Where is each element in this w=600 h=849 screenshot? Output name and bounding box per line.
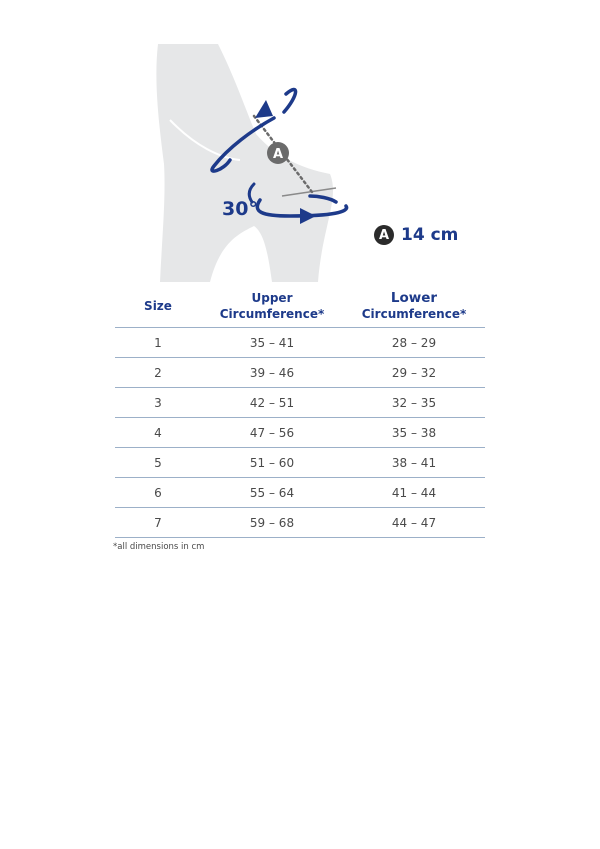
footnote: *all dimensions in cm: [113, 542, 205, 552]
table-row: [115, 448, 485, 478]
header-size: Size: [115, 284, 201, 328]
measurement-legend: [374, 225, 458, 245]
cell-size: 4: [115, 418, 201, 448]
cell-size: 2: [115, 358, 201, 388]
table-header-row: [115, 284, 485, 328]
cell-upper: 47 – 56: [201, 418, 343, 448]
header-upper-circumference: Upper Circumference*: [201, 284, 343, 328]
table-row: [115, 418, 485, 448]
cell-upper: 51 – 60: [201, 448, 343, 478]
cell-lower: 32 – 35: [343, 388, 485, 418]
cell-size: 1: [115, 328, 201, 358]
size-chart-table: [115, 284, 485, 538]
cell-size: 3: [115, 388, 201, 418]
cell-lower: 28 – 29: [343, 328, 485, 358]
angle-label: 30°: [222, 198, 258, 220]
cell-lower: 38 – 41: [343, 448, 485, 478]
legend-value: 14 cm: [401, 225, 459, 245]
cell-lower: 41 – 44: [343, 478, 485, 508]
marker-a-label: A: [272, 147, 284, 162]
cell-upper: 42 – 51: [201, 388, 343, 418]
knee-measurement-diagram: [140, 38, 480, 283]
cell-size: 6: [115, 478, 201, 508]
cell-size: 7: [115, 508, 201, 538]
leg-illustration: [140, 38, 480, 283]
cell-upper: 35 – 41: [201, 328, 343, 358]
upper-circumference-ring-arc: [284, 89, 296, 112]
table-row: [115, 358, 485, 388]
cell-lower: 44 – 47: [343, 508, 485, 538]
cell-lower: 29 – 32: [343, 358, 485, 388]
header-lower-circumference: Lower Circumference*: [343, 284, 485, 328]
upper-ring-arrow-head: [255, 100, 273, 118]
cell-upper: 55 – 64: [201, 478, 343, 508]
legend-badge: A: [374, 225, 394, 245]
table-row: [115, 388, 485, 418]
leg-silhouette: [156, 44, 333, 282]
cell-lower: 35 – 38: [343, 418, 485, 448]
cell-size: 5: [115, 448, 201, 478]
cell-upper: 59 – 68: [201, 508, 343, 538]
table-row: [115, 508, 485, 538]
table-row: [115, 478, 485, 508]
cell-upper: 39 – 46: [201, 358, 343, 388]
table-row: [115, 328, 485, 358]
